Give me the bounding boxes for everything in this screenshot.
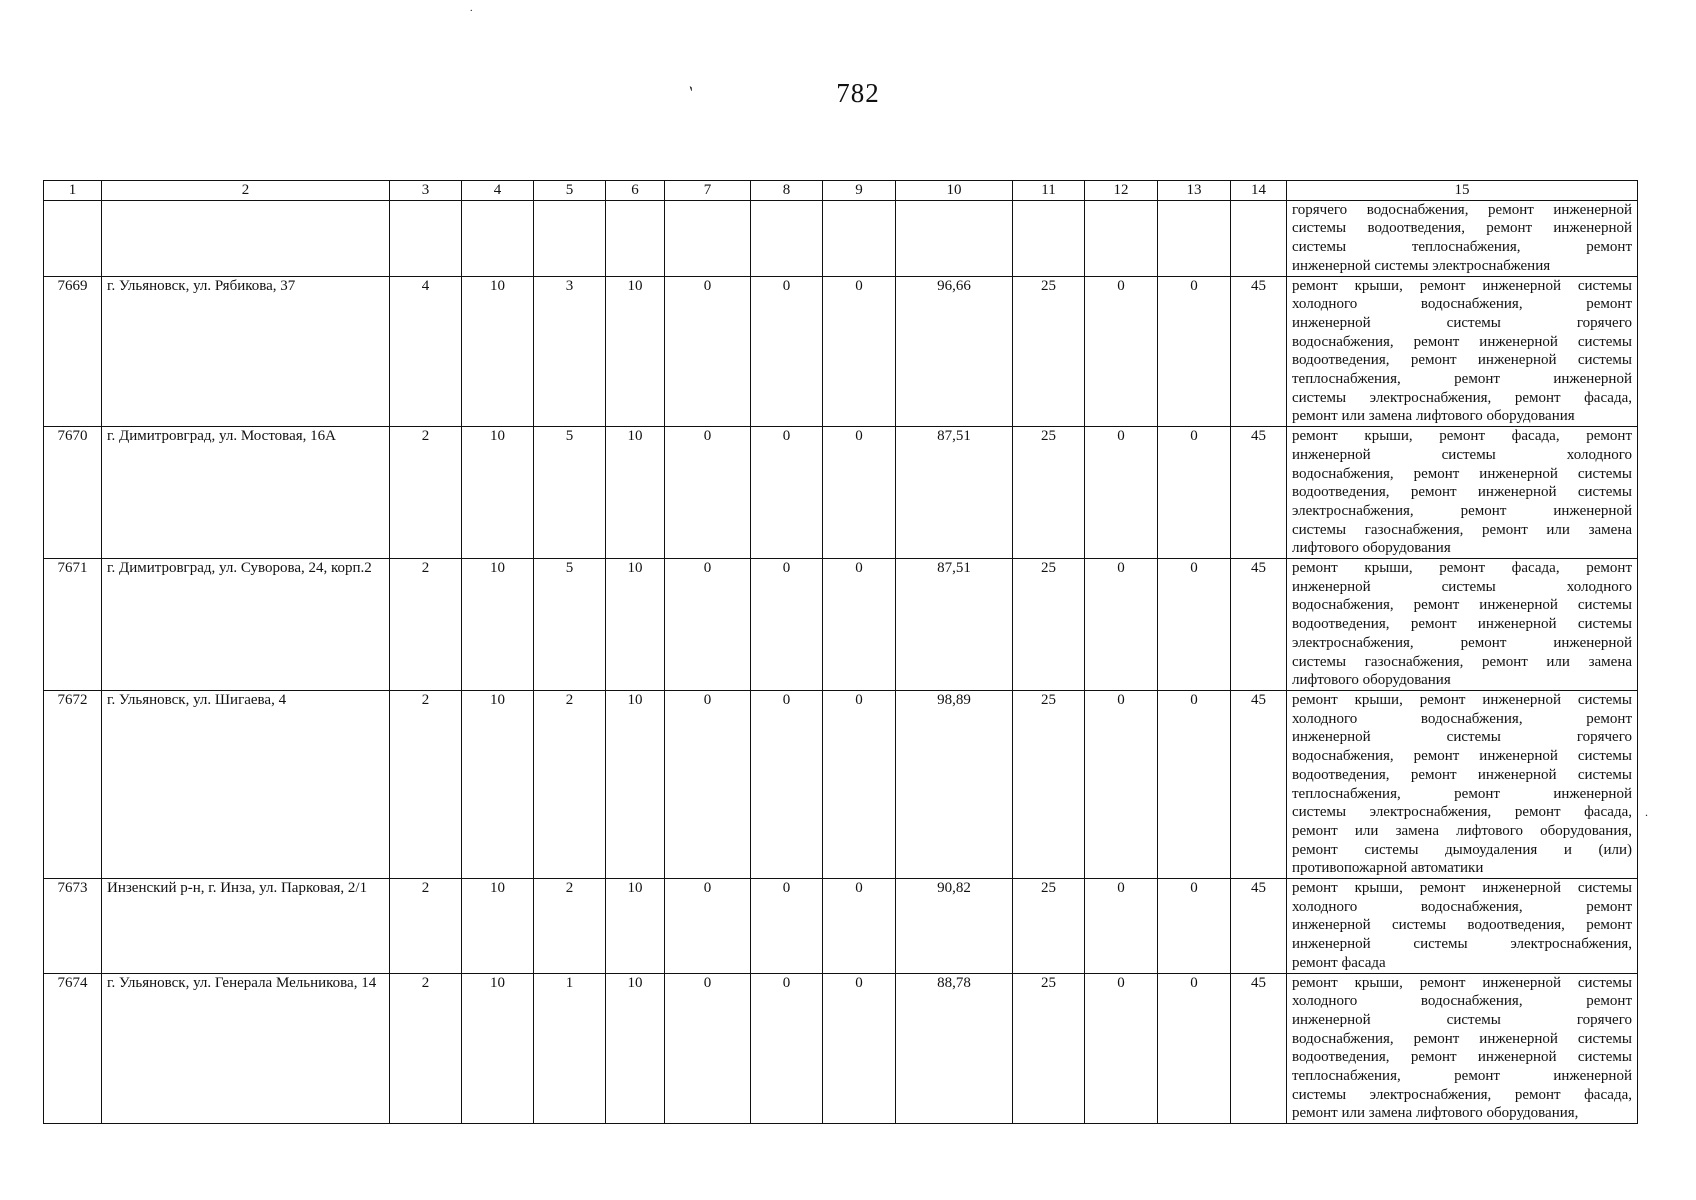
works-line: водоснабжения, ремонт инженерной системы	[1292, 748, 1632, 765]
column-header-12: 12	[1085, 181, 1158, 201]
works-line: холодного водоснабжения, ремонт	[1292, 710, 1632, 727]
column-header-15: 15	[1287, 181, 1638, 201]
works-list-cell	[1287, 690, 1638, 878]
value-cell: 0	[1158, 973, 1231, 1124]
address-cell	[102, 200, 390, 276]
row-number-cell: 7673	[44, 879, 102, 974]
scan-speck-dot: .	[1645, 805, 1648, 819]
value-cell: 10	[462, 427, 534, 559]
value-cell: 45	[1231, 276, 1287, 427]
value-cell: 10	[606, 879, 665, 974]
works-line: электроснабжения, ремонт инженерной	[1292, 634, 1632, 651]
value-cell: 1	[534, 973, 606, 1124]
value-cell: 0	[751, 690, 823, 878]
value-cell	[1013, 200, 1085, 276]
works-line: теплоснабжения, ремонт инженерной	[1292, 785, 1632, 802]
works-list-cell	[1287, 427, 1638, 559]
value-cell: 45	[1231, 690, 1287, 878]
column-header-10: 10	[896, 181, 1013, 201]
value-cell: 25	[1013, 973, 1085, 1124]
works-line: ремонт крыши, ремонт инженерной системы	[1292, 277, 1632, 294]
table-row	[44, 690, 1638, 878]
works-line: ремонт крыши, ремонт инженерной системы	[1292, 974, 1632, 991]
works-line: лифтового оборудования	[1292, 672, 1451, 689]
works-line: водоснабжения, ремонт инженерной системы	[1292, 333, 1632, 350]
works-line: инженерной системы холодного	[1292, 446, 1632, 463]
header-row	[44, 181, 1638, 201]
value-cell	[1231, 200, 1287, 276]
works-list-cell	[1287, 559, 1638, 691]
table-row	[44, 276, 1638, 427]
value-cell: 0	[665, 973, 751, 1124]
value-cell: 5	[534, 559, 606, 691]
value-cell: 25	[1013, 559, 1085, 691]
column-header-6: 6	[606, 181, 665, 201]
value-cell: 0	[665, 427, 751, 559]
works-line: инженерной системы горячего	[1292, 1011, 1632, 1028]
value-cell: 0	[665, 276, 751, 427]
value-cell	[823, 200, 896, 276]
works-list-cell	[1287, 200, 1638, 276]
row-number-cell: 7669	[44, 276, 102, 427]
value-cell: 0	[1158, 559, 1231, 691]
address-cell: Инзенский р-н, г. Инза, ул. Парковая, 2/1	[102, 879, 390, 974]
value-cell: 10	[606, 690, 665, 878]
works-line: инженерной системы электроснабжения,	[1292, 936, 1632, 953]
works-line: ремонт крыши, ремонт фасада, ремонт	[1292, 560, 1632, 577]
value-cell: 0	[665, 559, 751, 691]
value-cell: 0	[823, 879, 896, 974]
row-number-cell	[44, 200, 102, 276]
value-cell: 88,78	[896, 973, 1013, 1124]
column-header-3: 3	[390, 181, 462, 201]
value-cell: 0	[665, 690, 751, 878]
works-line: водоотведения, ремонт инженерной системы	[1292, 766, 1632, 783]
works-line: теплоснабжения, ремонт инженерной	[1292, 371, 1632, 388]
value-cell: 0	[1158, 276, 1231, 427]
value-cell: 2	[390, 559, 462, 691]
value-cell: 25	[1013, 276, 1085, 427]
value-cell: 87,51	[896, 559, 1013, 691]
works-line: инженерной системы горячего	[1292, 314, 1632, 331]
value-cell	[1085, 200, 1158, 276]
value-cell: 0	[1085, 879, 1158, 974]
value-cell: 3	[534, 276, 606, 427]
row-number-cell: 7674	[44, 973, 102, 1124]
value-cell: 2	[534, 879, 606, 974]
table-row	[44, 200, 1638, 276]
works-line: ремонт крыши, ремонт инженерной системы	[1292, 880, 1632, 897]
table-body	[44, 200, 1638, 1123]
value-cell: 0	[665, 879, 751, 974]
works-line: ремонт крыши, ремонт инженерной системы	[1292, 691, 1632, 708]
row-number-cell: 7671	[44, 559, 102, 691]
value-cell: 90,82	[896, 879, 1013, 974]
works-list-cell	[1287, 973, 1638, 1124]
value-cell: 2	[390, 690, 462, 878]
value-cell: 45	[1231, 973, 1287, 1124]
page-number: 782	[836, 78, 880, 108]
column-header-13: 13	[1158, 181, 1231, 201]
value-cell: 0	[823, 973, 896, 1124]
value-cell: 0	[1085, 559, 1158, 691]
column-header-2: 2	[102, 181, 390, 201]
value-cell: 0	[1085, 690, 1158, 878]
address-cell: г. Ульяновск, ул. Рябикова, 37	[102, 276, 390, 427]
value-cell: 87,51	[896, 427, 1013, 559]
works-line: водоснабжения, ремонт инженерной системы	[1292, 597, 1632, 614]
works-line: системы водоотведения, ремонт инженерной	[1292, 220, 1632, 237]
works-line: водоотведения, ремонт инженерной системы	[1292, 352, 1632, 369]
value-cell: 0	[751, 559, 823, 691]
value-cell: 10	[462, 879, 534, 974]
works-line: ремонт фасада	[1292, 954, 1386, 971]
column-header-9: 9	[823, 181, 896, 201]
value-cell: 0	[1085, 276, 1158, 427]
column-header-7: 7	[665, 181, 751, 201]
works-list-cell	[1287, 276, 1638, 427]
works-line: водоснабжения, ремонт инженерной системы	[1292, 1030, 1632, 1047]
works-line: водоотведения, ремонт инженерной системы	[1292, 484, 1632, 501]
value-cell: 0	[1158, 690, 1231, 878]
works-line: горячего водоснабжения, ремонт инженерной	[1292, 201, 1632, 218]
row-number-cell: 7672	[44, 690, 102, 878]
value-cell: 98,89	[896, 690, 1013, 878]
column-header-11: 11	[1013, 181, 1085, 201]
value-cell	[390, 200, 462, 276]
value-cell: 0	[823, 690, 896, 878]
address-cell: г. Димитровград, ул. Суворова, 24, корп.2	[102, 559, 390, 691]
column-header-8: 8	[751, 181, 823, 201]
works-line: системы теплоснабжения, ремонт	[1292, 239, 1632, 256]
value-cell: 0	[823, 276, 896, 427]
scan-speck-dot: .	[470, 3, 473, 14]
value-cell: 10	[462, 559, 534, 691]
works-line: ремонт крыши, ремонт фасада, ремонт	[1292, 428, 1632, 445]
works-line: холодного водоснабжения, ремонт	[1292, 296, 1632, 313]
row-number-cell: 7670	[44, 427, 102, 559]
address-cell: г. Ульяновск, ул. Генерала Мельникова, 14	[102, 973, 390, 1124]
column-header-1: 1	[44, 181, 102, 201]
works-list-cell	[1287, 879, 1638, 974]
value-cell: 0	[751, 973, 823, 1124]
works-line: инженерной системы водоотведения, ремонт	[1292, 917, 1632, 934]
works-line: водоснабжения, ремонт инженерной системы	[1292, 465, 1632, 482]
value-cell	[606, 200, 665, 276]
value-cell: 10	[462, 690, 534, 878]
value-cell: 10	[462, 276, 534, 427]
value-cell: 0	[751, 427, 823, 559]
table-row	[44, 559, 1638, 691]
column-header-14: 14	[1231, 181, 1287, 201]
value-cell: 2	[534, 690, 606, 878]
address-cell: г. Димитровград, ул. Мостовая, 16А	[102, 427, 390, 559]
value-cell: 0	[1085, 427, 1158, 559]
value-cell: 5	[534, 427, 606, 559]
works-line: ремонт или замена лифтового оборудования,	[1292, 1105, 1579, 1122]
value-cell: 4	[390, 276, 462, 427]
table-row	[44, 427, 1638, 559]
works-line: водоотведения, ремонт инженерной системы	[1292, 616, 1632, 633]
value-cell: 0	[1158, 879, 1231, 974]
value-cell: 2	[390, 879, 462, 974]
value-cell	[462, 200, 534, 276]
works-line: ремонт системы дымоудаления и (или)	[1292, 841, 1632, 858]
value-cell: 10	[606, 276, 665, 427]
value-cell: 2	[390, 427, 462, 559]
repair-program-table	[43, 180, 1638, 1124]
value-cell	[534, 200, 606, 276]
works-line: системы электроснабжения, ремонт фасада,	[1292, 389, 1632, 406]
value-cell: 45	[1231, 879, 1287, 974]
value-cell: 45	[1231, 559, 1287, 691]
value-cell	[896, 200, 1013, 276]
works-line: теплоснабжения, ремонт инженерной	[1292, 1068, 1632, 1085]
value-cell: 0	[751, 276, 823, 427]
value-cell	[1158, 200, 1231, 276]
column-header-4: 4	[462, 181, 534, 201]
value-cell: 96,66	[896, 276, 1013, 427]
value-cell	[751, 200, 823, 276]
value-cell: 0	[1085, 973, 1158, 1124]
address-cell: г. Ульяновск, ул. Шигаева, 4	[102, 690, 390, 878]
works-line: холодного водоснабжения, ремонт	[1292, 898, 1632, 915]
value-cell: 10	[606, 427, 665, 559]
value-cell: 45	[1231, 427, 1287, 559]
works-line: системы электроснабжения, ремонт фасада,	[1292, 804, 1632, 821]
value-cell	[665, 200, 751, 276]
works-line: электроснабжения, ремонт инженерной	[1292, 502, 1632, 519]
works-line: водоотведения, ремонт инженерной системы	[1292, 1049, 1632, 1066]
value-cell: 0	[823, 427, 896, 559]
value-cell: 2	[390, 973, 462, 1124]
works-line: холодного водоснабжения, ремонт	[1292, 993, 1632, 1010]
works-line: ремонт или замена лифтового оборудования,	[1292, 822, 1632, 839]
table-row	[44, 973, 1638, 1124]
value-cell: 25	[1013, 879, 1085, 974]
works-line: системы электроснабжения, ремонт фасада,	[1292, 1086, 1632, 1103]
value-cell: 10	[462, 973, 534, 1124]
table-row	[44, 879, 1638, 974]
value-cell: 10	[606, 559, 665, 691]
works-line: инженерной системы электроснабжения	[1292, 257, 1551, 274]
value-cell: 0	[751, 879, 823, 974]
value-cell: 25	[1013, 690, 1085, 878]
works-line: системы газоснабжения, ремонт или замена	[1292, 521, 1632, 538]
value-cell: 0	[823, 559, 896, 691]
value-cell: 25	[1013, 427, 1085, 559]
works-line: инженерной системы горячего	[1292, 729, 1632, 746]
column-header-5: 5	[534, 181, 606, 201]
works-line: системы газоснабжения, ремонт или замена	[1292, 653, 1632, 670]
works-line: лифтового оборудования	[1292, 540, 1451, 557]
works-line: ремонт или замена лифтового оборудования	[1292, 408, 1575, 425]
works-line: инженерной системы холодного	[1292, 578, 1632, 595]
value-cell: 10	[606, 973, 665, 1124]
value-cell: 0	[1158, 427, 1231, 559]
works-line: противопожарной автоматики	[1292, 860, 1484, 877]
scan-speck-mark: `	[678, 83, 697, 105]
